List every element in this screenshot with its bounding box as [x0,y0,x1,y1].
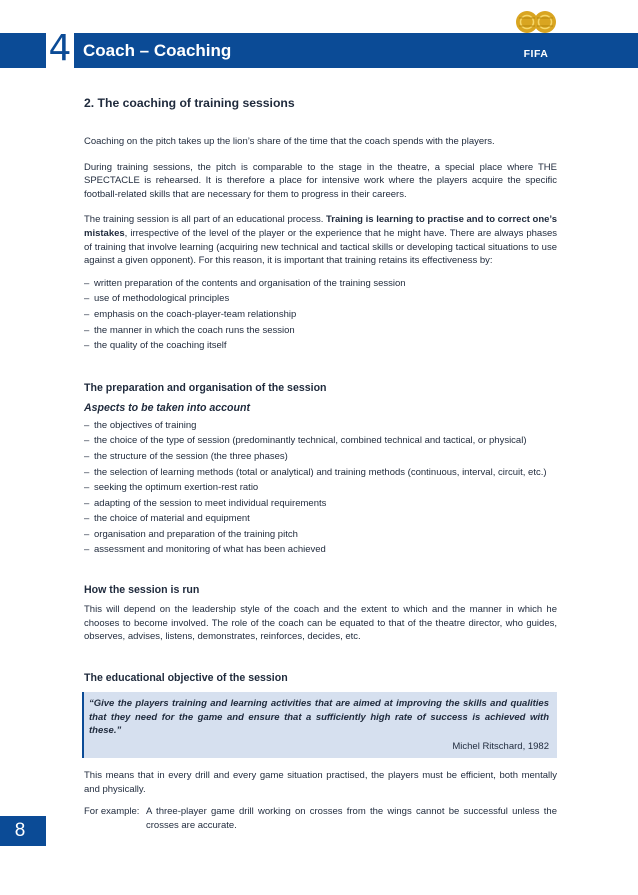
process-paragraph-start: The training session is all part of an educational process. [84,214,327,226]
list-item: – organisation and preparation of the training pitch [84,527,557,543]
list-item: – the choice of the type of session (predominantly technical, combined technical and tactical, or physical) [84,433,557,449]
effectiveness-list [84,276,557,354]
process-paragraph-emphasis: Training is learning to practise and to correct one’s mistakes [84,214,558,239]
list-item: – assessment and monitoring of what has been achieved [84,542,557,558]
list-item: – the structure of the session (the three phases) [84,449,557,465]
preparation-subheading: Aspects to be taken into account [84,401,250,414]
quote-text: “Give the players training and learning activities that are aimed at improving the skills and qualities that they need for the game and ensure that a sufficiently high rate of success is achieved with these.” [89,697,549,737]
list-item: – the quality of the coaching itself [84,338,557,354]
page-number: 8 [14,820,26,841]
educational-paragraph: This means that in every drill and every game situation practised, the players must be efficient, both mentally and physically. [84,770,557,795]
list-item: – the selection of learning methods (total or analytical) and training methods (continuous, interval, circuit, etc.) [84,465,557,481]
list-item: – the objectives of training [84,418,557,434]
process-paragraph-end: , irrespective of the level of the player or the experience that he might have. There are always phases of training that involve learning (acquiring new technical and tactical skills or developing tactical situations to use against a given opponent). For this reason, it is important that training retains its effectiveness by: [84,227,557,267]
list-item: – use of methodological principles [84,291,557,307]
how-run-heading: How the session is run [84,584,200,597]
section-title: 2. The coaching of training sessions [84,96,295,110]
quote-box [82,692,557,758]
quote-author: Michel Ritschard, 1982 [452,741,549,753]
page-content [84,95,557,833]
educational-heading: The educational objective of the session [84,671,288,684]
header-title: Coach – Coaching [83,41,232,60]
chapter-number: 4 [48,28,72,69]
process-paragraph [84,213,557,267]
preparation-list [84,418,557,558]
list-item: – the manner in which the coach runs the session [84,323,557,339]
intro-paragraph-2: During training sessions, the pitch is comparable to the stage in the theatre, a special place where THE SPECTACLE is rehearsed. It is therefore a place for intensive work where the players acquire the specific football-related skills that are necessary for them to progress in their careers. [84,161,557,200]
example-label: For example: [84,806,140,818]
example-row [84,805,557,832]
how-run-paragraph: This will depend on the leadership style of the coach and the extent to which and the manner in which he chooses to become involved. The role of the coach can be equated to that of the theatre director, who guides, observes, advises, listens, demonstrates, reinforces, decides, etc. [84,604,557,643]
list-item: – adapting of the session to meet individual requirements [84,496,557,512]
example-text: A three-player game drill working on crosses from the wings cannot be successful unless the crosses are accurate. [146,806,557,832]
list-item: – emphasis on the coach-player-team relationship [84,307,557,323]
list-item: – seeking the optimum exertion-rest ratio [84,480,557,496]
list-item: – the choice of material and equipment [84,511,557,527]
fifa-logo-text: FIFA [523,48,549,60]
intro-paragraph-1: Coaching on the pitch takes up the lion’s share of the time that the coach spends with the players. [84,136,495,147]
list-item: – written preparation of the contents and organisation of the training session [84,276,557,292]
preparation-heading: The preparation and organisation of the session [84,381,327,394]
